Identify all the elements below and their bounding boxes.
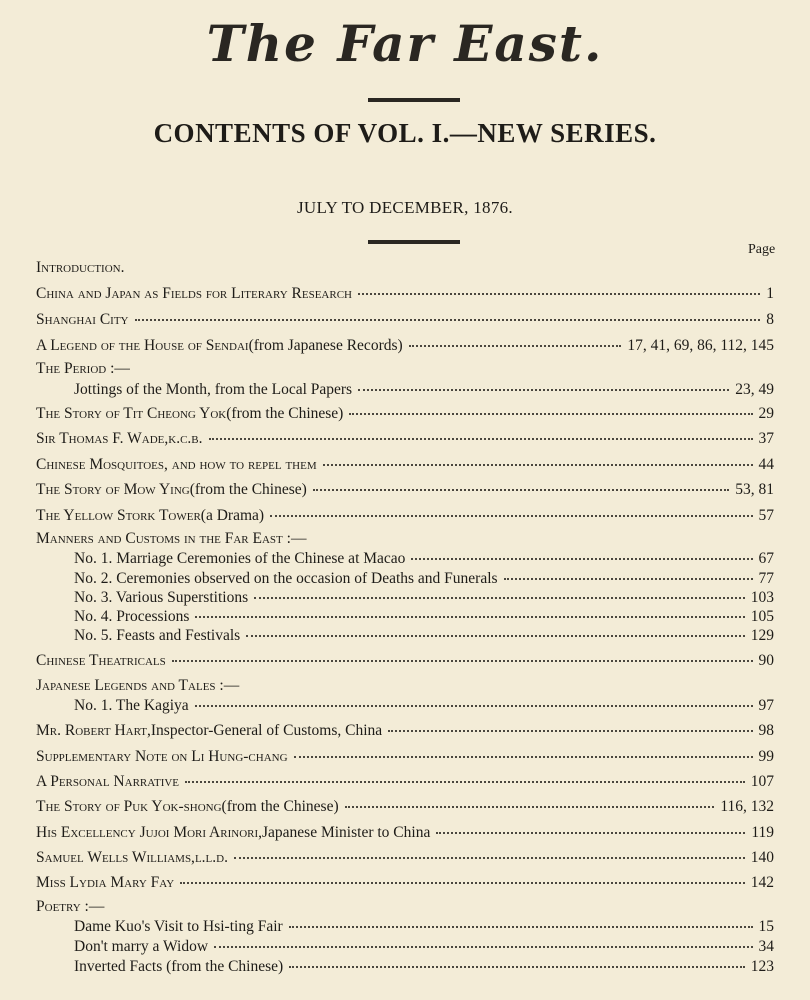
toc-entry-introduction: Introduction. xyxy=(36,259,125,276)
toc-entry: His Excellency Jujoi Mori Arinori, Japanese Minister to China 119 xyxy=(36,824,774,841)
page-column-label: Page xyxy=(748,242,776,257)
toc-entry: Mr. Robert Hart, Inspector-General of Customs, China 98 xyxy=(36,722,774,739)
toc-section-period: The Period :— xyxy=(36,360,130,377)
toc-entry: Inverted Facts (from the Chinese) 123 xyxy=(74,958,774,975)
toc-entry: The Yellow Stork Tower (a Drama) 57 xyxy=(36,507,774,524)
period-line: JULY TO DECEMBER, 1876. xyxy=(297,198,513,217)
toc-section-poetry: Poetry :— xyxy=(36,898,105,915)
contents-heading: CONTENTS OF VOL. I.—NEW SERIES. xyxy=(153,118,657,148)
toc-entry: Chinese Mosquitoes, and how to repel them 44 xyxy=(36,456,774,473)
toc-entry: Don't marry a Widow 34 xyxy=(74,938,774,955)
toc-entry: Supplementary Note on Li Hung-chang 99 xyxy=(36,748,774,765)
period-rule xyxy=(368,240,460,244)
toc-entry: No. 1. Marriage Ceremonies of the Chinese at Macao 67 xyxy=(74,550,774,567)
journal-title: The Far East. xyxy=(206,14,604,73)
toc-entry: China and Japan as Fields for Literary Research 1 xyxy=(36,285,774,302)
toc-entry: Jottings of the Month, from the Local Papers 23, 49 xyxy=(74,381,774,398)
toc-entry: Chinese Theatricals 90 xyxy=(36,652,774,669)
toc-entry: The Story of Tit Cheong Yok (from the Chinese) 29 xyxy=(36,405,774,422)
toc-entry: The Story of Puk Yok-shong (from the Chinese) 116, 132 xyxy=(36,798,774,815)
toc-entry: Miss Lydia Mary Fay 142 xyxy=(36,874,774,891)
title-rule xyxy=(368,98,460,102)
toc-entry: No. 3. Various Superstitions 103 xyxy=(74,589,774,606)
toc-entry: Sir Thomas F. Wade, k.c.b. 37 xyxy=(36,430,774,447)
toc-entry: No. 2. Ceremonies observed on the occasion of Deaths and Funerals 77 xyxy=(74,570,774,587)
toc-entry: Dame Kuo's Visit to Hsi-ting Fair 15 xyxy=(74,918,774,935)
toc-entry: Samuel Wells Williams, l.l.d. 140 xyxy=(36,849,774,866)
toc-entry: No. 4. Processions 105 xyxy=(74,608,774,625)
toc-entry: Shanghai City 8 xyxy=(36,311,774,328)
toc-section-japanese-legends: Japanese Legends and Tales :— xyxy=(36,677,240,694)
toc-entry: No. 5. Feasts and Festivals 129 xyxy=(74,627,774,644)
toc-entry: A Legend of the House of Sendai (from Japanese Records) 17, 41, 69, 86, 112, 145 xyxy=(36,337,774,354)
toc-entry: No. 1. The Kagiya 97 xyxy=(74,697,774,714)
toc-section-manners: Manners and Customs in the Far East :— xyxy=(36,530,307,547)
toc-entry: The Story of Mow Ying (from the Chinese) 53, 81 xyxy=(36,481,774,498)
toc-entry: A Personal Narrative 107 xyxy=(36,773,774,790)
